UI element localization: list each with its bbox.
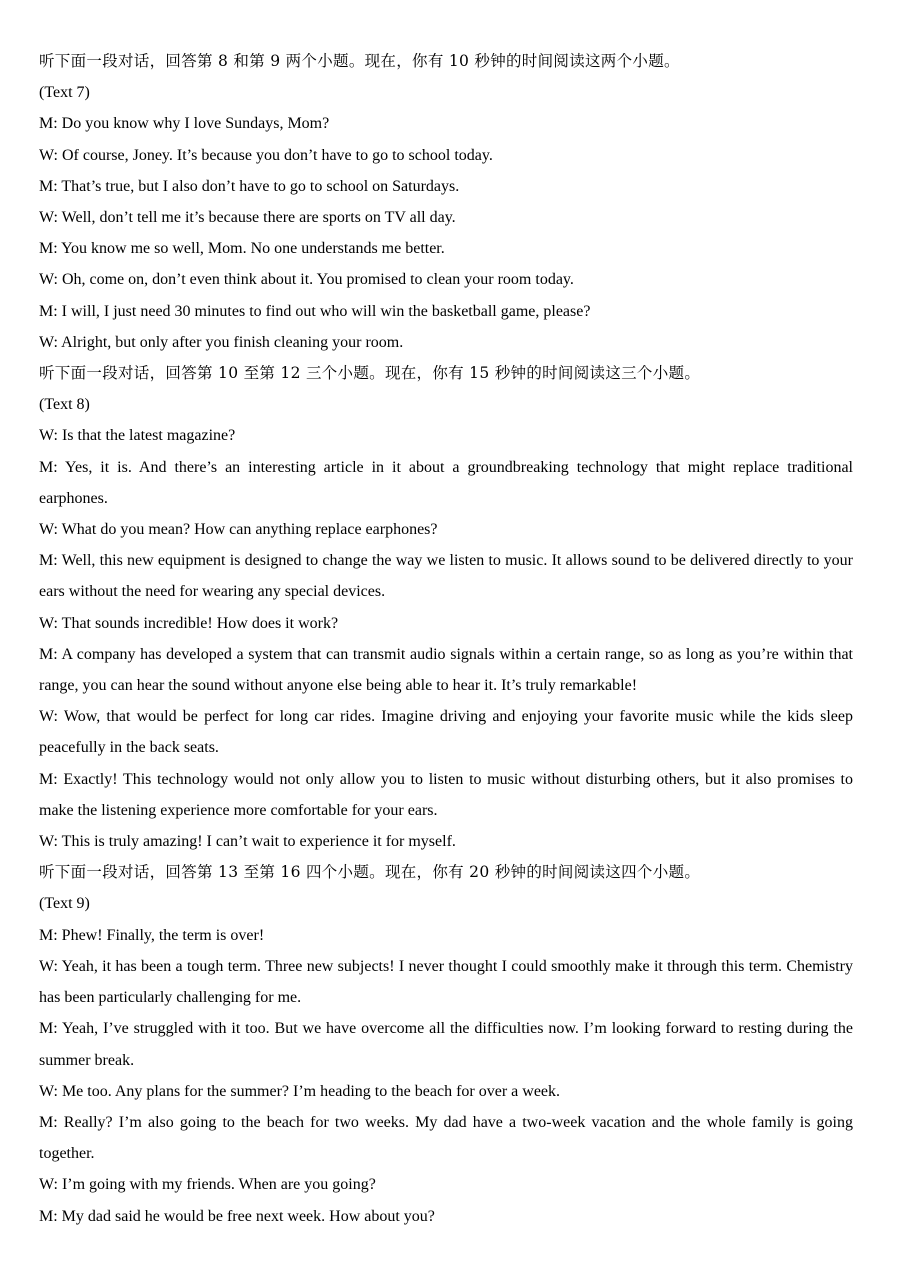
section-label-text8: (Text 8) — [39, 396, 90, 414]
dialogue-line: W: Oh, come on, don’t even think about it. You promised to clean your room today. — [39, 271, 574, 289]
dialogue-line: W: Wow, that would be perfect for long car rides. Imagine driving and enjoying your favorite music while the kids sleep peacefully in the back seats. — [39, 708, 853, 757]
dialogue-line: M: I will, I just need 30 minutes to find out who will win the basketball game, please? — [39, 302, 591, 320]
section-instruction-text8: 听下面一段对话，回答第 10 至第 12 三个小题。现在，你有 15 秒钟的时间阅读这三个小题。 — [39, 364, 701, 383]
dialogue-line: W: This is truly amazing! I can’t wait to experience it for myself. — [39, 833, 456, 851]
dialogue-line: M: Yes, it is. And there’s an interesting article in it about a groundbreaking technology that might replace traditional earphones. — [39, 458, 853, 507]
dialogue-line: W: Yeah, it has been a tough term. Three new subjects! I never thought I could smoothly make it through this term. Chemistry has been particularly challenging for me. — [39, 957, 853, 1007]
section-label-text9: (Text 9) — [39, 895, 90, 913]
section-instruction-text9: 听下面一段对话，回答第 13 至第 16 四个小题。现在，你有 20 秒钟的时间阅读这四个小题。 — [39, 863, 701, 882]
dialogue-line: M: A company has developed a system that can transmit audio signals within a certain range, so as long as you’re within that range, you can hear the sound without anyone else being able to hear it. It’s truly remarkable! — [39, 645, 853, 695]
dialogue-line: M: Yeah, I’ve struggled with it too. But we have overcome all the difficulties now. I’m looking forward to resting during the summer break. — [39, 1020, 853, 1069]
dialogue-line: W: That sounds incredible! How does it work? — [39, 614, 339, 632]
section-instruction-text7: 听下面一段对话，回答第 8 和第 9 两个小题。现在，你有 10 秒钟的时间阅读这两个小题。 — [39, 52, 680, 70]
dialogue-line: W: What do you mean? How can anything replace earphones? — [39, 521, 438, 539]
dialogue-line: M: That’s true, but I also don’t have to go to school on Saturdays. — [39, 177, 460, 195]
dialogue-line: M: Phew! Finally, the term is over! — [39, 926, 265, 944]
dialogue-line: M: Really? I’m also going to the beach for two weeks. My dad have a two-week vacation and the whole family is going together. — [39, 1113, 853, 1163]
listening-transcript — [39, 46, 853, 1232]
dialogue-line: W: Alright, but only after you finish cleaning your room. — [39, 333, 404, 351]
dialogue-line: W: Me too. Any plans for the summer? I’m heading to the beach for over a week. — [39, 1082, 561, 1100]
dialogue-line: W: I’m going with my friends. When are you going? — [39, 1176, 376, 1194]
dialogue-line: W: Of course, Joney. It’s because you don’t have to go to school today. — [39, 146, 493, 164]
dialogue-line: M: Do you know why I love Sundays, Mom? — [39, 115, 330, 133]
dialogue-line: M: Exactly! This technology would not only allow you to listen to music without disturbing others, but it also promises to make the listening experience more comfortable for your ears. — [39, 770, 853, 819]
dialogue-line: W: Well, don’t tell me it’s because there are sports on TV all day. — [39, 209, 456, 227]
section-label-text7: (Text 7) — [39, 84, 90, 102]
dialogue-line: M: You know me so well, Mom. No one understands me better. — [39, 240, 445, 258]
dialogue-line: M: My dad said he would be free next week. How about you? — [39, 1207, 435, 1225]
dialogue-line: W: Is that the latest magazine? — [39, 427, 236, 445]
dialogue-line: M: Well, this new equipment is designed to change the way we listen to music. It allows sound to be delivered directly to your ears without the need for wearing any special devices. — [39, 552, 853, 601]
